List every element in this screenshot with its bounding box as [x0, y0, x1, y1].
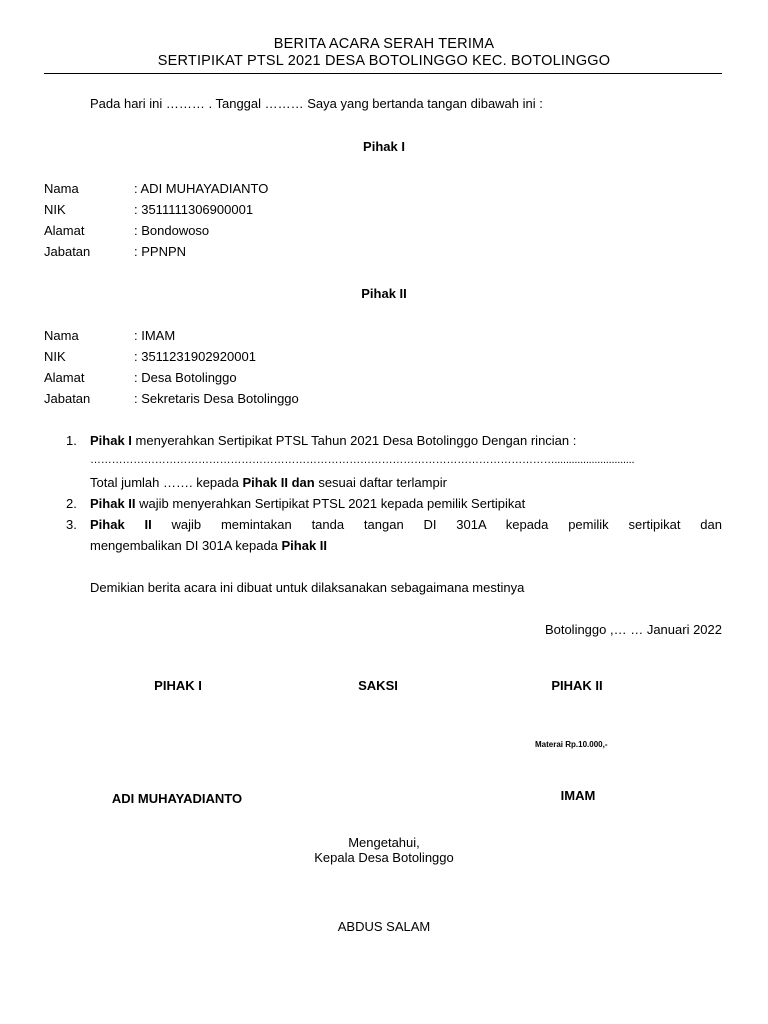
pihak1-nama-label: Nama [44, 181, 79, 196]
sign-pihak1-name: ADI MUHAYADIANTO [111, 791, 243, 806]
item3-text-line2 [90, 538, 327, 553]
item1-bold: Pihak I [90, 433, 132, 448]
sign-pihak1-label: PIHAK I [154, 678, 202, 693]
item3-bold: Pihak II [90, 517, 152, 532]
item1-total [90, 475, 447, 490]
pihak1-nik-label: NIK [44, 202, 66, 217]
pihak1-alamat-value: : Bondowoso [134, 223, 210, 238]
pihak2-jabatan-label: Jabatan [44, 391, 91, 406]
item2-bold: Pihak II [90, 496, 136, 511]
closing-text: Demikian berita acara ini dibuat untuk dilaksanakan sebagaimana mestinya [90, 580, 525, 595]
item1-total-bold: Pihak II dan [242, 475, 315, 490]
document-title: BERITA ACARA SERAH TERIMA [273, 36, 495, 52]
item2-rest: wajib menyerahkan Sertipikat PTSL 2021 kepada pemilik Sertipikat [135, 496, 526, 511]
pihak2-nama-value: : IMAM [134, 328, 176, 343]
acknowledge-line1: Mengetahui, [348, 835, 420, 850]
sign-pihak2-label: PIHAK II [551, 678, 603, 693]
item1-total-post: sesuai daftar terlampir [314, 475, 447, 490]
sign-pihak2-name: IMAM [560, 788, 596, 803]
village-head-name: ABDUS SALAM [337, 919, 431, 934]
acknowledge-line2: Kepala Desa Botolinggo [314, 850, 454, 865]
pihak1-heading: Pihak I [363, 139, 405, 154]
pihak2-nik-label: NIK [44, 349, 66, 364]
pihak2-nama-label: Nama [44, 328, 79, 343]
pihak1-nik-value: : 3511111306900001 [134, 202, 254, 217]
place-date: Botolinggo ,… … Januari 2022 [544, 622, 722, 637]
pihak2-nik-value: : 3511231902920001 [134, 349, 256, 364]
item3-rest: wajib memintakan tanda tangan DI 301A kepada pemilik sertipikat dan [151, 517, 722, 532]
pihak1-jabatan-label: Jabatan [44, 244, 91, 259]
intro-text: Pada hari ini ……… . Tanggal ……… Saya yang bertanda tangan dibawah ini : [90, 96, 543, 111]
header-divider [44, 73, 722, 74]
sign-saksi-label: SAKSI [358, 678, 398, 693]
pihak2-alamat-value: : Desa Botolinggo [134, 370, 237, 385]
pihak2-alamat-label: Alamat [44, 370, 85, 385]
item3-line2-bold: Pihak II [281, 538, 328, 553]
pihak1-jabatan-value: : PPNPN [134, 244, 187, 259]
item1-number: 1. [66, 433, 77, 448]
pihak2-heading: Pihak II [361, 286, 407, 301]
item3-line2-pre: mengembalikan DI 301A kepada [90, 538, 282, 553]
pihak1-alamat-label: Alamat [44, 223, 85, 238]
item3-number: 3. [66, 517, 77, 532]
document-subtitle: SERTIPIKAT PTSL 2021 DESA BOTOLINGGO KEC. BOTOLINGGO [157, 53, 611, 69]
item1-total-pre: Total jumlah ……. kepada [90, 475, 243, 490]
item2-number: 2. [66, 496, 77, 511]
item1-dotted-line: …………………………………………………………………………………………………………………............................ [90, 454, 635, 466]
item2-text [90, 496, 525, 511]
item3-text [90, 517, 722, 532]
materai-stamp-note: Materai Rp.10.000,- [535, 740, 608, 749]
pihak2-jabatan-value: : Sekretaris Desa Botolinggo [134, 391, 299, 406]
item1-text [90, 433, 576, 448]
pihak1-nama-value: : ADI MUHAYADIANTO [134, 181, 269, 196]
item1-rest: menyerahkan Sertipikat PTSL Tahun 2021 Desa Botolinggo Dengan rincian : [131, 433, 577, 448]
